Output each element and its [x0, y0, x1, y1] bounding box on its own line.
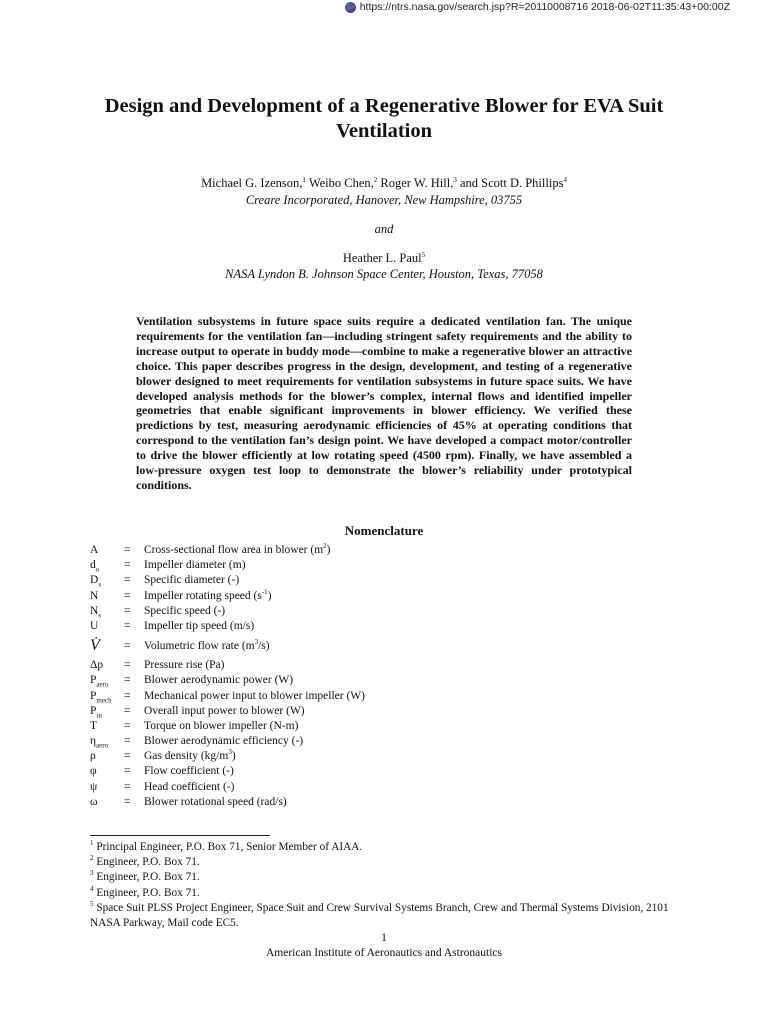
symbol-base: A — [90, 544, 99, 556]
nomenclature-row — [90, 764, 690, 779]
definition-text: Pressure rise (Pa) — [144, 659, 225, 672]
footnote-text: Engineer, P.O. Box 71. — [93, 886, 200, 899]
footnote-marker: 2 — [373, 175, 378, 184]
author-separator: and — [374, 222, 394, 236]
nomenclature-definition — [144, 558, 690, 573]
definition-text: Specific diameter (-) — [144, 574, 240, 587]
equals-sign: = — [124, 640, 131, 653]
footnote-marker: 1 — [302, 175, 306, 184]
equals-sign: = — [124, 659, 131, 672]
nomenclature-definition — [144, 689, 690, 704]
nomenclature-definition — [144, 795, 690, 810]
definition-text: Overall input power to blower (W) — [144, 704, 305, 717]
equals-sign: = — [124, 674, 131, 687]
equals-sign: = — [124, 544, 131, 556]
symbol-base: D — [90, 574, 99, 587]
equals-sign: = — [124, 689, 131, 702]
footnote-text: Engineer, P.O. Box 71. — [93, 856, 200, 869]
symbol-base: U — [90, 619, 99, 632]
nomenclature-row — [90, 619, 690, 634]
definition-text: Impeller tip speed (m/s) — [144, 619, 255, 632]
nomenclature-row — [90, 689, 690, 704]
symbol-base: T — [90, 719, 98, 732]
nomenclature-definition — [144, 634, 690, 658]
nomenclature-row — [90, 543, 690, 558]
abstract: Ventilation subsystems in future space suits require a dedicated ventilation fan. The unique requirements for the ventilation fan—including stringent safety requirements and the ability to increase output to operate in buddy mode—combine to make a regenerative blower an attractive choice. This paper describes progress in the design, development, and testing of a regenerative blower designed to meet requirements for ventilation subsystems in future space suits. We have developed analysis methods for the blower’s complex, internal flows and identified impeller geometries that enable significant improvements in blower efficiency. We verified these predictions by test, measuring aerodynamic efficiencies of 45% at operating conditions that correspond to the ventilation fan’s design point. We have developed a compact motor/controller to drive the blower efficiently at low rotating speed (4500 rpm). Finally, we have assembled a low-pressure oxygen test loop to demonstrate the blower’s reliability under prototypical conditions. — [136, 314, 632, 492]
nomenclature-symbol — [90, 764, 124, 779]
nomenclature-row — [90, 658, 690, 673]
symbol-subscript: s — [98, 580, 102, 589]
symbol-base: ω — [90, 795, 98, 808]
footnote-text: Space Suit PLSS Project Engineer, Space Suit and Crew Survival Systems Branch, Crew and Thermal Systems Division, 2101 NASA Parkway, Mail code EC5. — [90, 901, 669, 930]
nomenclature-symbol — [90, 658, 124, 673]
nomenclature-row — [90, 634, 690, 658]
archive-url-stamp: https://ntrs.nasa.gov/search.jsp?R=20110008716 2018-06-02T11:35:43+00:00Z — [359, 1, 730, 13]
nomenclature-symbol — [90, 795, 124, 810]
footnote-marker: 1 — [90, 839, 94, 848]
nomenclature-row — [90, 719, 690, 734]
symbol-subscript: aero — [96, 680, 109, 689]
symbol-subscript: aero — [96, 741, 109, 750]
nomenclature-row — [90, 749, 690, 764]
unit-exponent: 2 — [323, 542, 327, 551]
author-name: and Scott D. Phillips — [456, 176, 564, 190]
definition-text: Flow coefficient (-) — [144, 765, 234, 778]
nomenclature-symbol — [90, 573, 124, 588]
footnote-divider — [90, 835, 270, 836]
equals-sign: = — [124, 574, 131, 587]
symbol-base: φ — [90, 765, 97, 778]
author-affiliation: Creare Incorporated, Hanover, New Hampshire, 03755 — [245, 193, 523, 207]
symbol-subscript: mech — [96, 695, 112, 704]
definition-text: Mechanical power input to blower impeller (W) — [144, 689, 365, 702]
nomenclature-row — [90, 589, 690, 604]
footnote-list — [90, 840, 690, 931]
symbol-base: P — [90, 704, 97, 717]
footnote-text: Principal Engineer, P.O. Box 71, Senior Member of AIAA. — [93, 841, 363, 853]
definition-text: Cross-sectional flow area in blower (m — [144, 544, 324, 556]
nomenclature-definition — [144, 619, 690, 634]
nomenclature-definition — [144, 543, 690, 558]
nomenclature-definition — [144, 764, 690, 779]
symbol-base: η — [90, 735, 97, 748]
nomenclature-symbol — [90, 558, 124, 573]
nomenclature-definition — [144, 604, 690, 619]
nomenclature-row — [90, 795, 690, 810]
footnote-marker: 5 — [90, 900, 94, 909]
nomenclature-symbol — [90, 734, 124, 749]
equals-sign: = — [124, 765, 131, 778]
equals-sign: = — [124, 559, 131, 572]
footnote — [90, 840, 690, 855]
definition-tail: ) — [267, 589, 272, 602]
nomenclature-definition — [144, 589, 690, 604]
author-name: Roger W. Hill, — [377, 176, 454, 190]
nomenclature-symbol — [90, 780, 124, 795]
archive-stamp — [345, 0, 730, 14]
nomenclature-row — [90, 604, 690, 619]
unit-exponent: -1 — [261, 587, 268, 596]
symbol-base: P — [90, 689, 97, 702]
definition-text: Blower rotational speed (rad/s) — [144, 795, 287, 808]
author-list — [60, 176, 708, 191]
nomenclature-symbol — [90, 719, 124, 734]
symbol-base: N — [90, 589, 99, 602]
nomenclature-symbol — [90, 634, 124, 658]
nomenclature-row — [90, 673, 690, 688]
nomenclature-definition — [144, 658, 690, 673]
symbol-subscript: in — [96, 710, 102, 719]
symbol-base: V̇ — [90, 637, 100, 655]
footnote — [90, 870, 690, 885]
nomenclature-definition — [144, 734, 690, 749]
footnote-marker: 5 — [421, 250, 426, 259]
equals-sign: = — [124, 619, 131, 632]
symbol-subscript: o — [95, 565, 100, 574]
nomenclature-symbol — [90, 619, 124, 634]
equals-sign: = — [124, 589, 131, 602]
definition-text: Gas density (kg/m — [144, 750, 229, 763]
nomenclature-symbol — [90, 704, 124, 719]
footnote — [90, 886, 690, 901]
author-list-secondary — [60, 251, 708, 266]
nomenclature-definition — [144, 704, 690, 719]
nomenclature-symbol — [90, 543, 124, 558]
equals-sign: = — [124, 780, 131, 793]
nomenclature-row — [90, 558, 690, 573]
symbol-base: N — [90, 604, 99, 617]
unit-exponent: 3 — [254, 638, 259, 647]
definition-tail: ) — [231, 750, 236, 763]
nomenclature-definition — [144, 573, 690, 588]
author-name: Michael G. Izenson, — [201, 176, 303, 190]
definition-text: Blower aerodynamic power (W) — [144, 674, 294, 687]
symbol-subscript: s — [98, 611, 102, 620]
nomenclature-symbol — [90, 589, 124, 604]
footnote-marker: 4 — [563, 175, 567, 184]
definition-text: Impeller rotating speed (s — [144, 589, 262, 602]
definition-text: Specific speed (-) — [144, 604, 226, 617]
symbol-base: Δp — [90, 659, 104, 672]
author-name: Weibo Chen, — [305, 176, 374, 190]
nomenclature-row — [90, 573, 690, 588]
equals-sign: = — [124, 795, 131, 808]
equals-sign: = — [124, 735, 131, 748]
nomenclature-row — [90, 734, 690, 749]
nomenclature-definition — [144, 719, 690, 734]
symbol-base: d — [90, 559, 96, 572]
author-name: Heather L. Paul — [342, 251, 422, 265]
definition-tail: /s) — [258, 640, 270, 653]
footnote-marker: 2 — [90, 854, 94, 863]
nomenclature-row — [90, 780, 690, 795]
definition-text: Blower aerodynamic efficiency (-) — [144, 735, 304, 748]
definition-text: Volumetric flow rate (m — [144, 640, 255, 653]
equals-sign: = — [124, 719, 131, 732]
footnote-marker: 4 — [90, 884, 94, 893]
equals-sign: = — [124, 750, 131, 763]
definition-tail: ) — [326, 544, 331, 556]
symbol-base: ψ — [90, 780, 98, 793]
definition-text: Torque on blower impeller (N-m) — [144, 719, 299, 732]
footnote — [90, 901, 686, 931]
nomenclature-row — [90, 704, 690, 719]
nomenclature-symbol — [90, 604, 124, 619]
symbol-base: ρ — [90, 750, 96, 763]
nomenclature-definition — [144, 780, 690, 795]
nasa-logo-icon — [345, 2, 356, 13]
nomenclature-heading: Nomenclature — [344, 523, 424, 538]
equals-sign: = — [124, 604, 131, 617]
unit-exponent: 3 — [228, 748, 232, 757]
nomenclature-definition — [144, 749, 690, 764]
nomenclature-symbol — [90, 673, 124, 688]
footnote-marker: 3 — [453, 175, 457, 184]
definition-text: Head coefficient (-) — [144, 780, 235, 793]
nomenclature-symbol — [90, 749, 124, 764]
nomenclature-symbol — [90, 689, 124, 704]
nomenclature-list — [90, 543, 690, 810]
page-footer: American Institute of Aeronautics and Astronautics — [265, 947, 502, 959]
footnote — [90, 855, 690, 870]
page-number: 1 — [381, 932, 387, 944]
equals-sign: = — [124, 704, 131, 717]
footnote-marker: 3 — [90, 869, 94, 878]
nomenclature-definition — [144, 673, 690, 688]
paper-title: Design and Development of a Regenerative Blower for EVA Suit Ventilation — [104, 95, 664, 142]
symbol-base: P — [90, 674, 97, 687]
footnote-text: Engineer, P.O. Box 71. — [93, 871, 200, 884]
definition-text: Impeller diameter (m) — [144, 559, 246, 572]
author-affiliation-secondary: NASA Lyndon B. Johnson Space Center, Houston, Texas, 77058 — [225, 267, 543, 281]
